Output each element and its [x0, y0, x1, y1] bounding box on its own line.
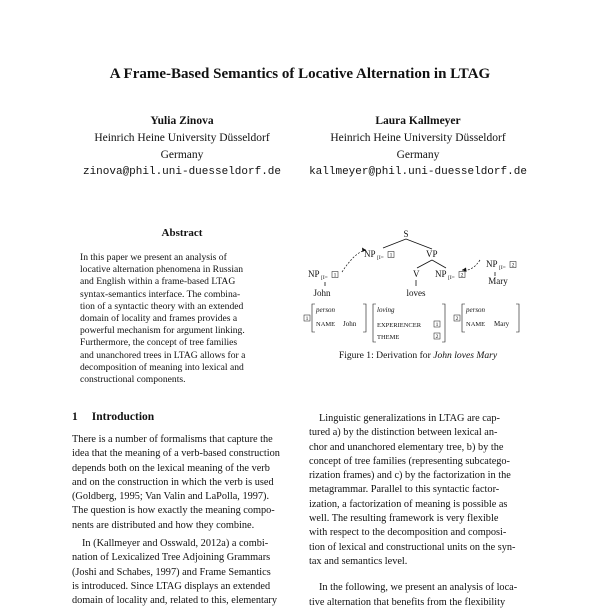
abstract-line: constructional components.	[80, 374, 186, 386]
text-line: and on the construction in which the verb is used	[72, 476, 274, 488]
tree-edges	[325, 239, 495, 286]
frame-type: person	[316, 306, 336, 314]
author-affiliation: Heinrich Heine University Düsseldorf	[94, 132, 270, 144]
author-name: Yulia Zinova	[150, 115, 214, 127]
edge-s-vp	[406, 239, 432, 249]
tag-box-number: 1	[389, 252, 393, 259]
frame-bracket-right	[363, 304, 366, 332]
john-np-label: NP	[308, 269, 320, 279]
tag-box-number: 1	[435, 322, 439, 328]
caption-prefix: Figure 1: Derivation for	[338, 350, 434, 361]
text-line: with respect to the decomposition and composi-	[309, 527, 507, 539]
text-line: rization frames) and c) by the factorization in the	[309, 470, 511, 482]
author-country: Germany	[160, 149, 204, 161]
author-country: Germany	[396, 149, 440, 161]
v-label: V	[413, 269, 420, 279]
author-block-2	[300, 113, 536, 181]
subst-arrow-john	[342, 250, 366, 272]
text-line: In (Kallmeyer and Osswald, 2012a) a combi-	[82, 538, 269, 550]
abstract-line: locative alternation phenomena in Russian	[80, 264, 244, 276]
text-line: (Joshi and Schabes, 1997) and Frame Semantics	[72, 566, 271, 578]
text-line: ization, a factorization of meaning is possible as	[309, 498, 508, 510]
text-line: is introduced. Since LTAG displays an extended	[72, 580, 271, 592]
frame-value: John	[343, 320, 357, 328]
text-line: depends both on the lexical meaning of the verb	[72, 462, 270, 474]
semantic-frames	[304, 304, 519, 342]
abstract-text	[80, 252, 280, 386]
mary-word: Mary	[488, 276, 508, 286]
john-word: John	[313, 288, 331, 298]
abstract-line: powerful mechanism for argument linking.	[80, 325, 245, 337]
frame-bracket-right	[516, 304, 519, 332]
np-object-feature: [I=	[448, 275, 455, 281]
text-line: nation of Lexicalized Tree Adjoining Grammars	[72, 552, 271, 564]
derivation-figure	[300, 222, 536, 344]
frame-attribute: THEME	[377, 334, 400, 341]
np-subject-label: NP	[364, 249, 376, 259]
mary-np-feature: [I=	[499, 265, 506, 271]
section-number: 1	[72, 411, 78, 423]
text-line: (Goldberg, 1995; Van Valin and LaPolla, 1997).	[72, 491, 270, 503]
edge-vp-np	[432, 260, 446, 268]
np-object-label: NP	[435, 269, 447, 279]
abstract-line: syntax-semantics interface. The combina-	[80, 288, 241, 300]
np-subject-feature: [I=	[377, 255, 384, 261]
caption-italic: John loves Mary	[433, 350, 498, 361]
anchor-word: loves	[406, 288, 426, 298]
mary-np-label: NP	[486, 259, 498, 269]
text-line: tax and semantics level.	[309, 555, 408, 567]
vp-label: VP	[426, 249, 438, 259]
abstract-line: and unanchored trees in LTAG allows for a	[80, 349, 246, 361]
tag-box-number: 1	[333, 272, 337, 279]
tag-box-number: 1	[305, 316, 309, 322]
text-line: Linguistic generalizations in LTAG are cap-	[319, 413, 500, 424]
abstract-line: domain of locality and frames provides a	[80, 313, 238, 325]
text-line: nents are distributed and how they combine.	[72, 519, 255, 531]
abstract-line: In this paper we present an analysis of	[80, 252, 227, 263]
abstract-line: decomposition of meaning into lexical and	[80, 361, 244, 373]
paper-title: A Frame-Based Semantics of Locative Alternation in LTAG	[109, 66, 491, 82]
abstract-line: and English within a frame-based LTAG	[80, 276, 236, 288]
section-heading	[72, 411, 154, 423]
author-email: zinova@phil.uni-duesseldorf.de	[82, 166, 282, 178]
text-line: chor and unanchored elementary tree, b) by the	[309, 441, 504, 453]
frame-bracket-left	[312, 304, 315, 332]
substitution-arrows	[342, 250, 480, 272]
figure-caption	[309, 350, 527, 361]
text-line: metagrammar. Parallel to this syntactic factor-	[309, 484, 500, 496]
text-line: tive alternation that benefits from the flexibility	[309, 596, 506, 608]
frame-attribute: EXPERIENCER	[377, 322, 422, 329]
frame-value: Mary	[494, 320, 510, 328]
text-line: There is a number of formalisms that capture the	[72, 434, 273, 445]
text-line: tured a) by the distinction between lexical an-	[309, 427, 498, 439]
author-affiliation: Heinrich Heine University Düsseldorf	[330, 132, 506, 144]
tree-root-label: S	[403, 229, 409, 239]
frame-attribute: NAME	[316, 321, 336, 328]
text-line: concept of tree families (representing subcatego-	[309, 455, 510, 467]
text-line: well. The resulting framework is very flexible	[309, 513, 499, 525]
author-email: kallmeyer@phil.uni-duesseldorf.de	[309, 166, 527, 178]
frame-attribute: NAME	[466, 321, 486, 328]
tag-box-number: 2	[455, 316, 459, 322]
abstract-heading: Abstract	[161, 227, 203, 239]
abstract-line: Furthermore, the concept of tree families	[80, 337, 238, 349]
section-title: Introduction	[91, 411, 155, 423]
author-name: Laura Kallmeyer	[375, 115, 461, 127]
author-block-1	[72, 113, 292, 181]
tag-box-number: 2	[511, 262, 515, 269]
frame-bracket-left	[373, 304, 376, 342]
text-line: The question is how exactly the meaning compo-	[72, 505, 275, 517]
edge-vp-v	[417, 260, 432, 268]
right-column-text	[309, 412, 531, 610]
frame-type: person	[466, 306, 486, 314]
frame-bracket-right	[442, 304, 445, 342]
edge-s-np	[383, 239, 406, 248]
john-np-feature: [I=	[321, 275, 328, 281]
tag-box-number: 2	[435, 334, 439, 340]
text-line: In the following, we present an analysis of loca-	[319, 582, 518, 594]
text-line: tion of lexical and constructional units on the syn-	[309, 541, 516, 553]
frame-bracket-left	[462, 304, 465, 332]
text-line: domain of locality and, related to this, elementary	[72, 595, 278, 607]
abstract-line: tion of a syntactic theory with an extended	[80, 300, 244, 312]
left-column-text	[72, 433, 294, 609]
frame-type: loving	[377, 306, 395, 314]
text-line: idea that the meaning of a verb-based construction	[72, 448, 280, 460]
tag-box-number: 2	[460, 272, 464, 279]
